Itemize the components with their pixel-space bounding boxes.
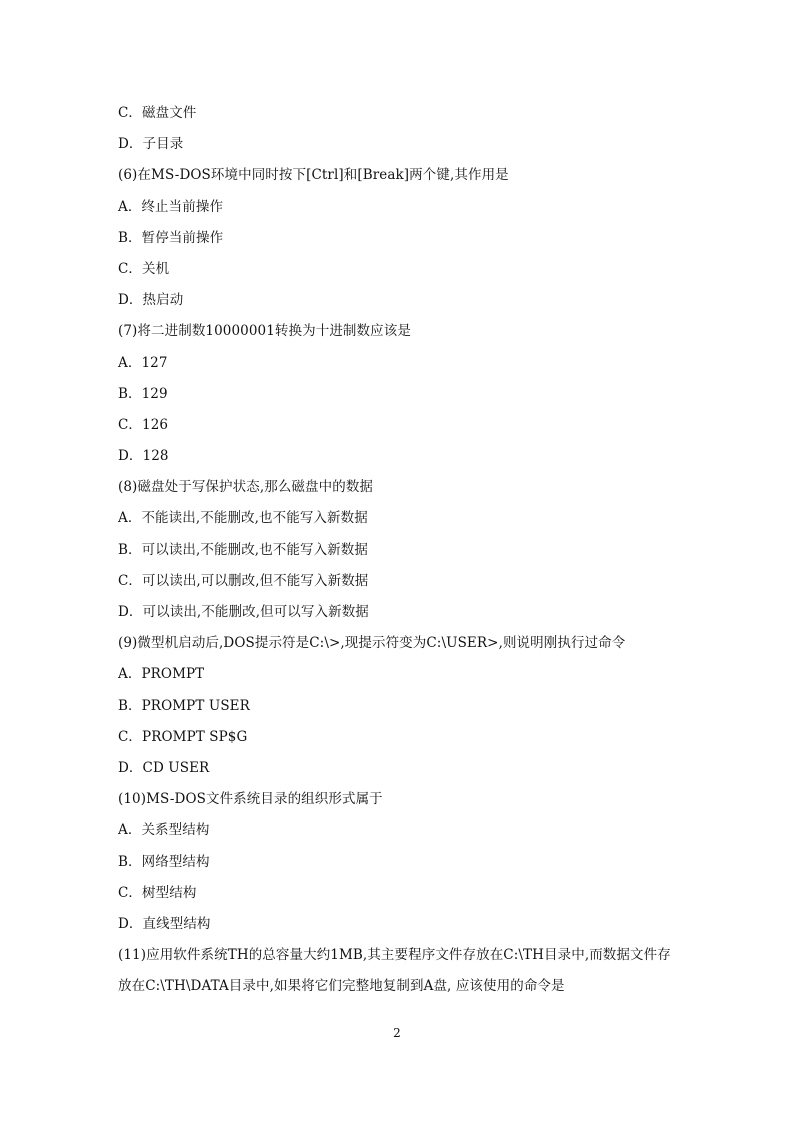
option-line: D．可以读出,不能删改,但可以写入新数据 xyxy=(118,604,369,620)
option-line: D．128 xyxy=(118,448,169,465)
option-line: D．直线型结构 xyxy=(118,915,211,932)
option-line: B．PROMPT USER xyxy=(118,697,250,714)
question-line: (10)MS-DOS文件系统目录的组织形式属于 xyxy=(118,791,383,808)
question-line: (6)在MS-DOS环境中同时按下[Ctrl]和[Break]两个键,其作用是 xyxy=(118,167,509,184)
option-line: A．终止当前操作 xyxy=(118,198,224,215)
option-line: C．126 xyxy=(118,416,169,433)
option-line: A．127 xyxy=(118,354,168,371)
question-line: (7)将二进制数10000001转换为十进制数应该是 xyxy=(118,323,411,340)
option-line: C．树型结构 xyxy=(118,884,197,901)
option-line: B．暂停当前操作 xyxy=(118,229,224,246)
option-line: A．PROMPT xyxy=(118,666,205,683)
page-number: 2 xyxy=(393,1026,401,1040)
page-body xyxy=(118,101,678,1005)
option-line: D．热启动 xyxy=(118,292,184,309)
question-line: (11)应用软件系统TH的总容量大约1MB,其主要程序文件存放在C:\TH目录中,而数据文件存 xyxy=(118,947,671,964)
option-line: C．关机 xyxy=(118,260,170,277)
question-line-continuation: 放在C:\TH\DATA目录中,如果将它们完整地复制到A盘, 应该使用的命令是 xyxy=(118,978,565,995)
option-line: B．网络型结构 xyxy=(118,853,210,870)
option-line: C．磁盘文件 xyxy=(118,105,197,121)
option-line: A．关系型结构 xyxy=(118,822,210,839)
question-line: (9)微型机启动后,DOS提示符是C:\>,现提示符变为C:\USER>,则说明刚执行过命令 xyxy=(118,635,626,652)
question-line: (8)磁盘处于写保护状态,那么磁盘中的数据 xyxy=(118,479,374,496)
option-line: B．可以读出,不能删改,也不能写入新数据 xyxy=(118,541,369,558)
option-line: C．PROMPT SP$G xyxy=(118,728,248,745)
option-line: C．可以读出,可以删改,但不能写入新数据 xyxy=(118,572,369,589)
option-line: D．子目录 xyxy=(118,136,184,153)
option-line: A．不能读出,不能删改,也不能写入新数据 xyxy=(118,510,368,527)
option-line: D．CD USER xyxy=(118,759,210,776)
option-line: B．129 xyxy=(118,385,168,402)
